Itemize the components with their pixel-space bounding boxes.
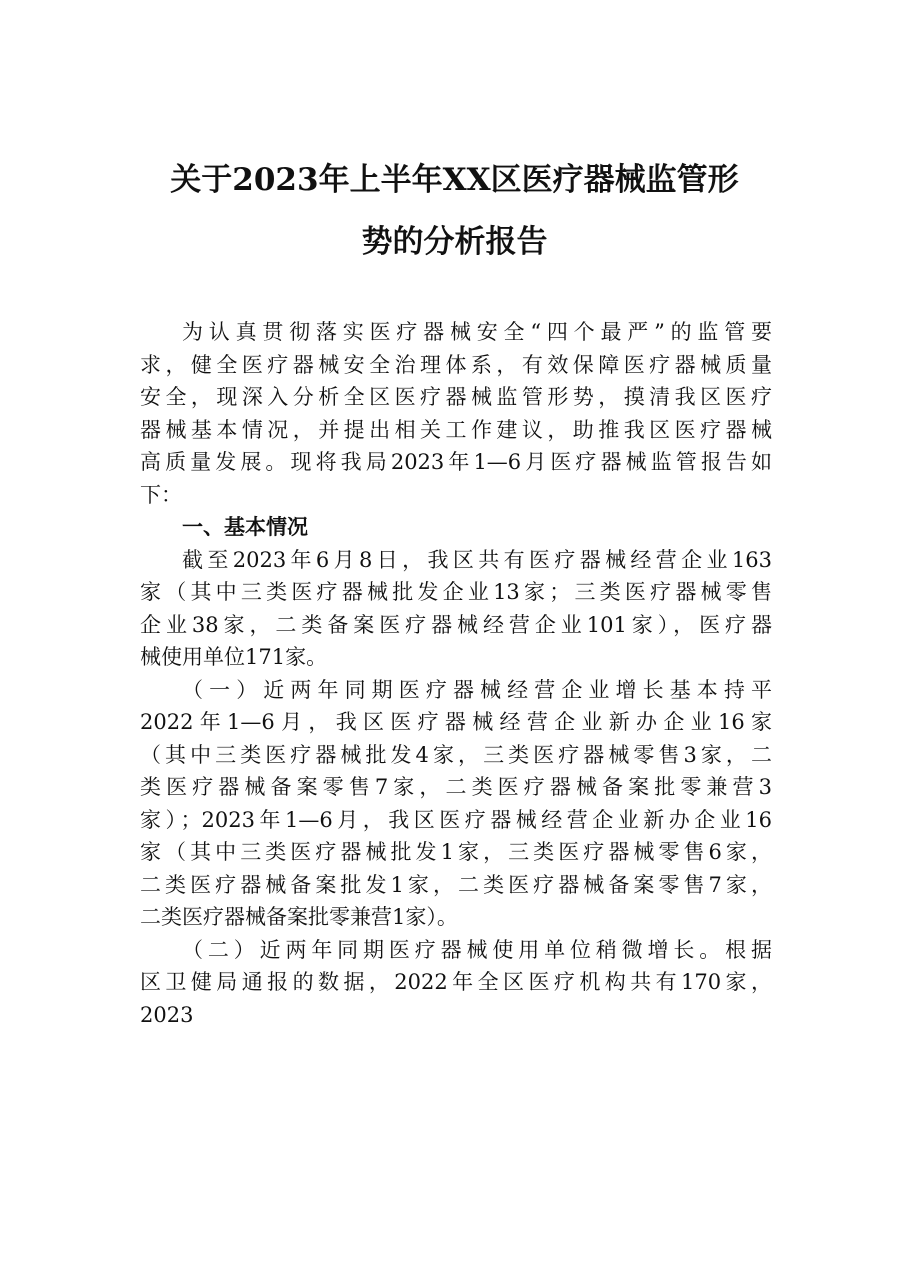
paragraph-line: 2022年1—6月，我区医疗器械经营企业新办企业16家 <box>140 710 772 734</box>
subsection-heading-line: （一）近两年同期医疗器械经营企业增长基本持平 <box>182 677 772 702</box>
subsection-heading-line: （二）近两年同期医疗器械使用单位稍微增长。根据 <box>182 937 772 962</box>
paragraph-line: （其中三类医疗器械批发4家，三类医疗器械零售3家，二 <box>140 742 772 767</box>
paragraph-line: 截至2023年6月8日，我区共有医疗器械经营企业163 <box>182 547 772 572</box>
paragraph-line: 家）；2023年1—6月，我区医疗器械经营企业新办企业16 <box>140 807 772 832</box>
paragraph-line: 二类医疗器械备案批零兼营1家）。 <box>140 905 458 929</box>
paragraph-line: 器械基本情况，并提出相关工作建议，助推我区医疗器械 <box>140 417 772 442</box>
paragraph-line: 企业38家，二类备案医疗器械经营企业101家），医疗器 <box>140 612 772 637</box>
paragraph-line: 安全，现深入分析全区医疗器械监管形势，摸清我区医疗 <box>140 385 772 409</box>
paragraph-line: 区卫健局通报的数据，2022年全区医疗机构共有170家， <box>140 970 772 994</box>
paragraph-line: 下： <box>140 482 182 507</box>
section-heading: 一、基本情况 <box>182 515 308 539</box>
paragraph-line: 家（其中三类医疗器械批发企业13家；三类医疗器械零售 <box>140 580 772 604</box>
paragraph-line: 求，健全医疗器械安全治理体系，有效保障医疗器械质量 <box>140 352 772 377</box>
paragraph-line: 类医疗器械备案零售7家，二类医疗器械备案批零兼营3 <box>140 775 772 799</box>
document-title-line-2: 势的分析报告 <box>361 224 548 260</box>
paragraph-line: 高质量发展。现将我局2023年1—6月医疗器械监管报告如 <box>140 450 772 474</box>
paragraph-line: 二类医疗器械备案批发1家，二类医疗器械备案零售7家， <box>140 872 772 897</box>
document-title-line-1: 关于2023年上半年XX区医疗器械监管形 <box>170 162 739 198</box>
paragraph-line: 械使用单位171家。 <box>140 645 328 669</box>
document-body <box>140 316 772 1031</box>
paragraph-line: 家（其中三类医疗器械批发1家，三类医疗器械零售6家， <box>140 840 772 864</box>
paragraph-line: 2023 <box>140 1002 194 1027</box>
paragraph-line: 为认真贯彻落实医疗器械安全“四个最严”的监管要 <box>182 320 772 344</box>
